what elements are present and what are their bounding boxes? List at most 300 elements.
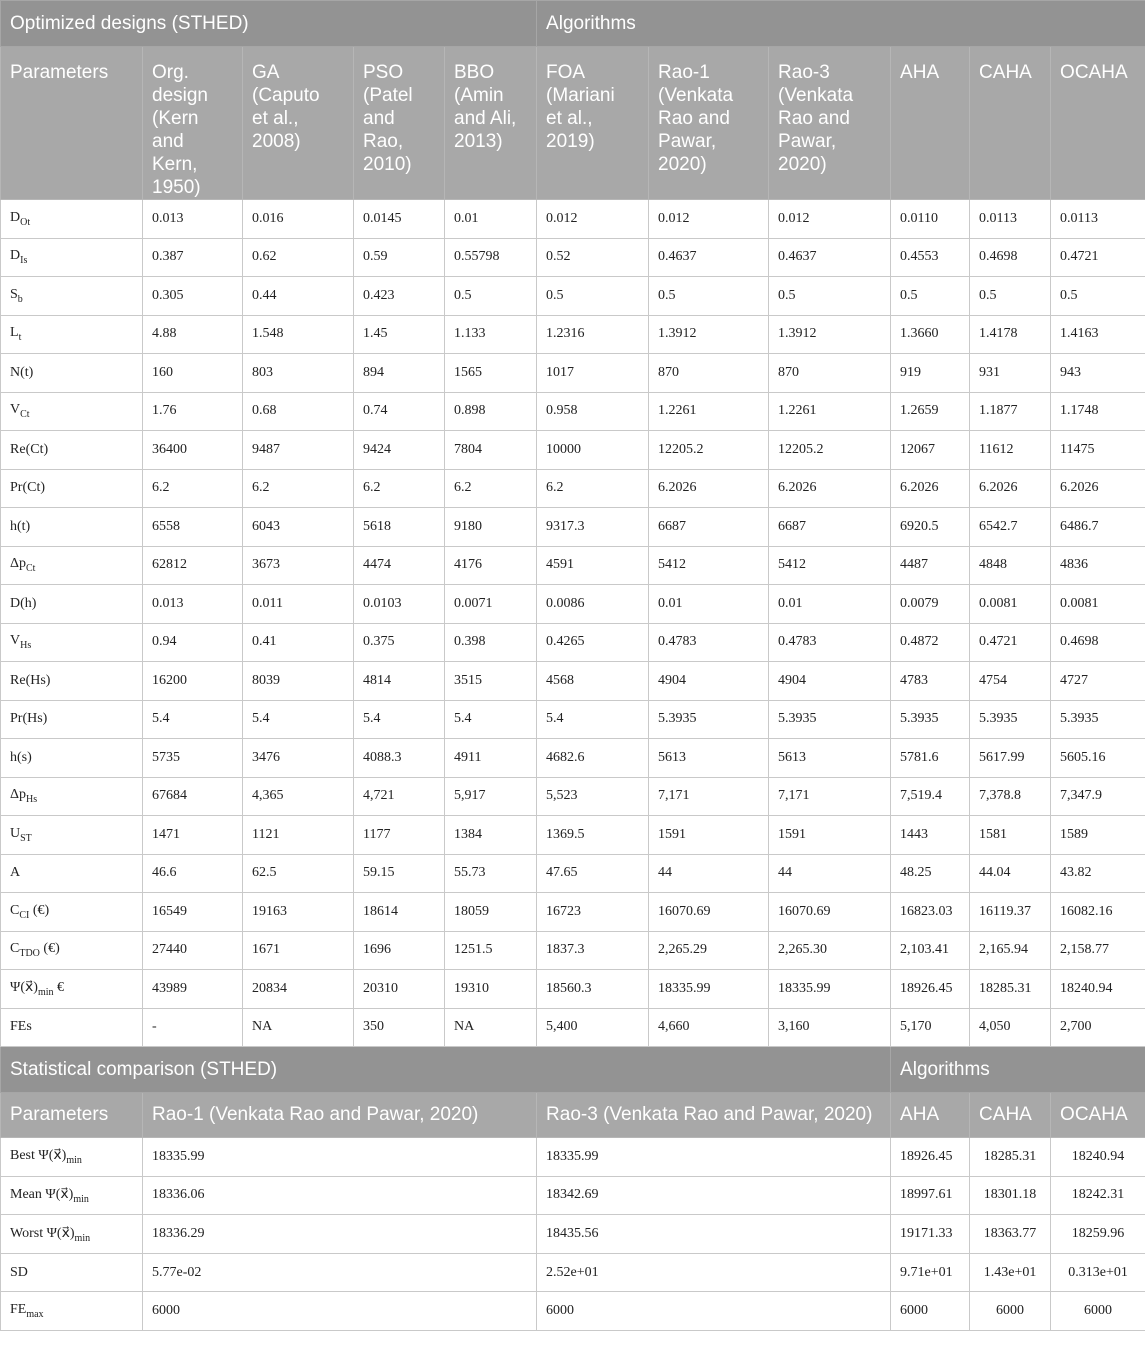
column-header-line: BBO — [454, 62, 495, 83]
table-cell: 0.4637 — [769, 238, 891, 277]
column-header-line: Org. — [152, 62, 189, 83]
table-cell: 1565 — [445, 354, 537, 393]
parameter-subscript: ST — [20, 832, 32, 844]
table-cell: 0.5 — [445, 277, 537, 316]
table-cell: 0.0071 — [445, 585, 537, 624]
table-cell: 1017 — [537, 354, 649, 393]
table-cell: - — [143, 1008, 243, 1047]
table-cell: 6043 — [243, 508, 354, 547]
table-cell: 4,365 — [243, 777, 354, 816]
stats-column-header: OCAHA — [1051, 1093, 1145, 1138]
parameter-label — [1, 508, 143, 547]
table-cell: 0.0079 — [891, 585, 970, 624]
table-cell: 0.4783 — [649, 623, 769, 662]
column-header-line: and — [363, 108, 395, 129]
parameter-label — [1, 816, 143, 855]
table-cell: 4176 — [445, 546, 537, 585]
table-cell: 0.52 — [537, 238, 649, 277]
column-header — [891, 47, 970, 200]
table-cell: 1.3912 — [649, 315, 769, 354]
table-cell: 0.01 — [649, 585, 769, 624]
table-cell: 6.2 — [354, 469, 445, 508]
stats-cell: 18301.18 — [970, 1176, 1051, 1215]
stats-right-title: Algorithms — [891, 1047, 1145, 1093]
column-header-line: AHA — [900, 62, 940, 83]
table-cell: 6542.7 — [970, 508, 1051, 547]
stats-row — [1, 1176, 1145, 1215]
stats-label — [1, 1292, 143, 1331]
table-cell: 0.012 — [649, 200, 769, 239]
stats-cell: 6000 — [891, 1292, 970, 1331]
column-header-line: (Venkata — [658, 85, 734, 106]
stats-cell: 9.71e+01 — [891, 1253, 970, 1292]
table-cell: 18335.99 — [649, 970, 769, 1009]
parameter-label — [1, 469, 143, 508]
parameter-symbol: h — [10, 749, 17, 765]
table-row — [1, 970, 1145, 1009]
table-cell: 5605.16 — [1051, 739, 1145, 778]
stats-left-title: Statistical comparison (STHED) — [1, 1047, 891, 1093]
stats-label — [1, 1215, 143, 1254]
table-cell: 59.15 — [354, 854, 445, 893]
table-cell: 1.1877 — [970, 392, 1051, 431]
table-cell: 1837.3 — [537, 931, 649, 970]
column-header-line: 2019) — [546, 131, 595, 152]
table-cell: 4904 — [649, 662, 769, 701]
parameter-symbol: Δp — [10, 787, 27, 803]
column-header-line: (Caputo — [252, 85, 320, 106]
table-cell: 0.0086 — [537, 585, 649, 624]
stats-label-symbol: Ψ(x⃗) — [38, 1148, 67, 1164]
table-cell: 0.4721 — [970, 623, 1051, 662]
table-cell: 943 — [1051, 354, 1145, 393]
table-cell: 0.5 — [649, 277, 769, 316]
column-header-line: (Amin — [454, 85, 504, 106]
table-cell: 36400 — [143, 431, 243, 470]
stats-cell: 18335.99 — [537, 1138, 891, 1177]
top-column-headers — [1, 47, 1145, 200]
table-row — [1, 469, 1145, 508]
parameter-suffix: (h) — [20, 595, 37, 611]
table-cell: 1177 — [354, 816, 445, 855]
table-cell: 16070.69 — [649, 893, 769, 932]
table-cell: 55.73 — [445, 854, 537, 893]
parameter-symbol: h — [10, 518, 17, 534]
table-cell: 1671 — [243, 931, 354, 970]
column-header-line: PSO — [363, 62, 404, 83]
table-cell: 18240.94 — [1051, 970, 1145, 1009]
table-row — [1, 739, 1145, 778]
table-cell: 0.4637 — [649, 238, 769, 277]
table-row — [1, 354, 1145, 393]
parameter-subscript: Hs — [26, 794, 38, 806]
column-header-line: et al., — [546, 108, 593, 129]
parameter-label — [1, 277, 143, 316]
stats-cell: 18926.45 — [891, 1138, 970, 1177]
parameter-symbol: Pr — [10, 711, 23, 727]
parameter-subscript: b — [17, 293, 23, 305]
table-cell: 2,265.30 — [769, 931, 891, 970]
stats-cell: 19171.33 — [891, 1215, 970, 1254]
table-cell: 0.5 — [970, 277, 1051, 316]
table-cell: 1581 — [970, 816, 1051, 855]
table-cell: 44.04 — [970, 854, 1051, 893]
table-cell: 1.3660 — [891, 315, 970, 354]
stats-cell: 2.52e+01 — [537, 1253, 891, 1292]
stats-cell: 18997.61 — [891, 1176, 970, 1215]
table-cell: 12067 — [891, 431, 970, 470]
table-cell: 0.016 — [243, 200, 354, 239]
table-cell: 6.2026 — [769, 469, 891, 508]
table-cell: 1696 — [354, 931, 445, 970]
table-cell: 0.5 — [769, 277, 891, 316]
table-cell: 1121 — [243, 816, 354, 855]
table-cell: 9317.3 — [537, 508, 649, 547]
column-header-line: Rao and — [658, 108, 730, 129]
parameter-symbol: C — [10, 902, 20, 918]
table-cell: 19163 — [243, 893, 354, 932]
stats-label-prefix: FE — [10, 1302, 27, 1318]
table-cell: 1.4163 — [1051, 315, 1145, 354]
parameter-symbol: Ψ(x⃗) — [10, 980, 38, 996]
parameter-suffix: (t) — [20, 364, 34, 380]
table-cell: 1251.5 — [445, 931, 537, 970]
table-cell: 0.013 — [143, 200, 243, 239]
table-cell: 0.55798 — [445, 238, 537, 277]
column-header-line: 2020) — [658, 154, 707, 175]
table-cell: 4904 — [769, 662, 891, 701]
stats-label-subscript: min — [66, 1155, 82, 1167]
table-cell: 5,917 — [445, 777, 537, 816]
table-cell: 5.3935 — [1051, 700, 1145, 739]
table-cell: 5,170 — [891, 1008, 970, 1047]
parameter-symbol: FEs — [10, 1019, 32, 1035]
table-cell: 1.3912 — [769, 315, 891, 354]
table-cell: 0.4721 — [1051, 238, 1145, 277]
table-cell: 2,165.94 — [970, 931, 1051, 970]
table-cell: 0.01 — [769, 585, 891, 624]
table-cell: 47.65 — [537, 854, 649, 893]
table-cell: 16823.03 — [891, 893, 970, 932]
table-cell: 160 — [143, 354, 243, 393]
parameter-label — [1, 1008, 143, 1047]
table-cell: 18926.45 — [891, 970, 970, 1009]
parameter-subscript: TDO — [19, 948, 40, 960]
table-cell: 4836 — [1051, 546, 1145, 585]
table-cell: 7804 — [445, 431, 537, 470]
stats-section-header — [1, 1047, 1145, 1093]
column-header — [445, 47, 537, 200]
parameter-label — [1, 970, 143, 1009]
top-right-title: Algorithms — [537, 1, 1145, 47]
column-header-line: 2020) — [778, 154, 827, 175]
stats-label-symbol: Ψ(x⃗) — [45, 1186, 74, 1202]
table-cell: 3,160 — [769, 1008, 891, 1047]
table-cell: 6.2026 — [1051, 469, 1145, 508]
column-header-line: and Ali, — [454, 108, 517, 129]
table-cell: 6.2 — [243, 469, 354, 508]
stats-label — [1, 1176, 143, 1215]
stats-cell: 18242.31 — [1051, 1176, 1145, 1215]
table-cell: 1591 — [769, 816, 891, 855]
table-cell: 5781.6 — [891, 739, 970, 778]
table-cell: 0.68 — [243, 392, 354, 431]
table-row — [1, 431, 1145, 470]
table-cell: 6.2 — [445, 469, 537, 508]
table-cell: 4682.6 — [537, 739, 649, 778]
table-cell: 5.4 — [143, 700, 243, 739]
stats-column-header: AHA — [891, 1093, 970, 1138]
table-cell: 0.5 — [891, 277, 970, 316]
table-cell: 0.41 — [243, 623, 354, 662]
stats-row — [1, 1215, 1145, 1254]
table-cell: 0.958 — [537, 392, 649, 431]
table-cell: 5.3935 — [970, 700, 1051, 739]
table-cell: 5735 — [143, 739, 243, 778]
column-header-line: et al., — [252, 108, 299, 129]
column-header — [354, 47, 445, 200]
parameter-symbol: V — [10, 633, 21, 649]
parameter-subscript: Ct — [20, 409, 30, 421]
table-cell: 894 — [354, 354, 445, 393]
table-cell: 4754 — [970, 662, 1051, 701]
stats-cell: 1.43e+01 — [970, 1253, 1051, 1292]
table-cell: 18059 — [445, 893, 537, 932]
stats-cell: 18336.06 — [143, 1176, 537, 1215]
stats-label-subscript: min — [74, 1232, 91, 1244]
table-cell: 4783 — [891, 662, 970, 701]
table-cell: 5613 — [769, 739, 891, 778]
column-header — [1051, 47, 1145, 200]
table-cell: 44 — [769, 854, 891, 893]
table-cell: 0.375 — [354, 623, 445, 662]
parameter-label — [1, 777, 143, 816]
table-cell: 5,400 — [537, 1008, 649, 1047]
table-cell: 0.4783 — [769, 623, 891, 662]
stats-row — [1, 1253, 1145, 1292]
table-cell: 0.62 — [243, 238, 354, 277]
column-header — [143, 47, 243, 200]
table-cell: 803 — [243, 354, 354, 393]
table-cell: 1384 — [445, 816, 537, 855]
table-cell: 4,660 — [649, 1008, 769, 1047]
parameter-suffix: € — [53, 980, 65, 996]
table-cell: 16200 — [143, 662, 243, 701]
parameter-subscript: Is — [20, 255, 28, 267]
table-cell: 3673 — [243, 546, 354, 585]
stats-cell: 18435.56 — [537, 1215, 891, 1254]
parameter-label — [1, 662, 143, 701]
column-header-line: OCAHA — [1060, 62, 1128, 83]
table-cell: 0.012 — [537, 200, 649, 239]
table-cell: 0.0103 — [354, 585, 445, 624]
table-cell: 46.6 — [143, 854, 243, 893]
stats-cell: 6000 — [143, 1292, 537, 1331]
table-cell: 27440 — [143, 931, 243, 970]
parameter-subscript: min — [37, 987, 54, 999]
stats-label-prefix: Best — [10, 1148, 39, 1164]
parameter-suffix: (Ct) — [25, 441, 49, 457]
parameter-suffix: (€) — [39, 941, 60, 957]
stats-cell: 5.77e-02 — [143, 1253, 537, 1292]
parameter-label — [1, 623, 143, 662]
table-cell: 6.2026 — [649, 469, 769, 508]
table-cell: 67684 — [143, 777, 243, 816]
parameter-label — [1, 700, 143, 739]
parameter-symbol: U — [10, 825, 21, 841]
table-row — [1, 315, 1145, 354]
parameter-subscript: Ct — [26, 563, 36, 575]
stats-cell: 18285.31 — [970, 1138, 1051, 1177]
column-header — [1, 47, 143, 200]
column-header-line: (Venkata — [778, 85, 854, 106]
parameter-symbol: V — [10, 402, 21, 418]
table-cell: 0.4265 — [537, 623, 649, 662]
table-row — [1, 777, 1145, 816]
table-cell: 43989 — [143, 970, 243, 1009]
table-cell: 20310 — [354, 970, 445, 1009]
table-cell: 931 — [970, 354, 1051, 393]
table-cell: 5.4 — [445, 700, 537, 739]
column-header-line: Rao and — [778, 108, 850, 129]
table-cell: 919 — [891, 354, 970, 393]
stats-cell: 18336.29 — [143, 1215, 537, 1254]
table-cell: 1.2316 — [537, 315, 649, 354]
table-cell: 4088.3 — [354, 739, 445, 778]
table-cell: 2,700 — [1051, 1008, 1145, 1047]
table-cell: 0.44 — [243, 277, 354, 316]
table-row — [1, 662, 1145, 701]
parameter-symbol: C — [10, 941, 20, 957]
column-header-line: GA — [252, 62, 280, 83]
stats-label-prefix: SD — [10, 1264, 28, 1280]
parameter-suffix: (Hs) — [25, 672, 51, 688]
column-header-line: Pawar, — [778, 131, 837, 152]
parameter-label — [1, 585, 143, 624]
table-cell: 6486.7 — [1051, 508, 1145, 547]
table-cell: 5617.99 — [970, 739, 1051, 778]
table-cell: 5613 — [649, 739, 769, 778]
table-cell: 62812 — [143, 546, 243, 585]
table-cell: 48.25 — [891, 854, 970, 893]
table-row — [1, 893, 1145, 932]
table-cell: 5412 — [769, 546, 891, 585]
table-cell: 7,519.4 — [891, 777, 970, 816]
column-header-line: (Kern — [152, 108, 199, 129]
column-header-line: (Mariani — [546, 85, 615, 106]
table-cell: 6.2026 — [891, 469, 970, 508]
parameter-symbol: D — [10, 209, 21, 225]
parameter-suffix: (t) — [17, 518, 31, 534]
parameter-symbol: Pr — [10, 480, 23, 496]
parameter-suffix: (Hs) — [22, 711, 48, 727]
table-cell: 1.133 — [445, 315, 537, 354]
table-cell: 870 — [769, 354, 891, 393]
table-cell: 2,265.29 — [649, 931, 769, 970]
stats-label-subscript: max — [26, 1309, 44, 1321]
table-cell: 1.45 — [354, 315, 445, 354]
table-cell: 6558 — [143, 508, 243, 547]
column-header-line: 1950) — [152, 177, 201, 198]
column-header-line: (Patel — [363, 85, 413, 106]
table-cell: 5.3935 — [649, 700, 769, 739]
table-cell: 19310 — [445, 970, 537, 1009]
parameter-symbol: A — [10, 865, 21, 881]
table-cell: 16119.37 — [970, 893, 1051, 932]
stats-cell: 6000 — [1051, 1292, 1145, 1331]
table-cell: 1.2261 — [769, 392, 891, 431]
parameter-label — [1, 893, 143, 932]
parameter-symbol: L — [10, 325, 19, 341]
parameter-suffix: (s) — [17, 749, 32, 765]
parameter-label — [1, 354, 143, 393]
table-cell: 16082.16 — [1051, 893, 1145, 932]
table-cell: 4727 — [1051, 662, 1145, 701]
table-row — [1, 585, 1145, 624]
parameter-symbol: Re — [10, 441, 26, 457]
stats-label — [1, 1253, 143, 1292]
table-cell: 0.423 — [354, 277, 445, 316]
table-row — [1, 277, 1145, 316]
parameter-symbol: Re — [10, 672, 26, 688]
table-cell: 0.0113 — [1051, 200, 1145, 239]
table-cell: 4814 — [354, 662, 445, 701]
table-row — [1, 816, 1145, 855]
table-cell: 7,171 — [769, 777, 891, 816]
table-cell: 12205.2 — [769, 431, 891, 470]
table-cell: 18335.99 — [769, 970, 891, 1009]
table-cell: 1589 — [1051, 816, 1145, 855]
column-header-line: 2008) — [252, 131, 301, 152]
table-row — [1, 508, 1145, 547]
parameter-label — [1, 392, 143, 431]
stats-cell: 18342.69 — [537, 1176, 891, 1215]
table-cell: 11612 — [970, 431, 1051, 470]
table-cell: 18285.31 — [970, 970, 1051, 1009]
table-cell: 0.94 — [143, 623, 243, 662]
table-cell: 4,721 — [354, 777, 445, 816]
table-cell: 1443 — [891, 816, 970, 855]
table-row — [1, 623, 1145, 662]
table-cell: 4848 — [970, 546, 1051, 585]
parameter-label — [1, 238, 143, 277]
table-cell: 5.4 — [354, 700, 445, 739]
column-header-line: FOA — [546, 62, 586, 83]
table-cell: 4591 — [537, 546, 649, 585]
table-cell: NA — [243, 1008, 354, 1047]
stats-cell: 6000 — [537, 1292, 891, 1331]
table-cell: 7,347.9 — [1051, 777, 1145, 816]
table-cell: 9424 — [354, 431, 445, 470]
table-cell: 16070.69 — [769, 893, 891, 932]
stats-column-header: Parameters — [1, 1093, 143, 1138]
parameter-label — [1, 931, 143, 970]
table-cell: 0.011 — [243, 585, 354, 624]
table-cell: 350 — [354, 1008, 445, 1047]
parameter-suffix: (€) — [29, 902, 50, 918]
table-cell: 0.898 — [445, 392, 537, 431]
top-section-header — [1, 1, 1145, 47]
parameter-symbol: D — [10, 595, 21, 611]
column-header — [537, 47, 649, 200]
table-cell: 12205.2 — [649, 431, 769, 470]
table-cell: 6.2 — [537, 469, 649, 508]
parameter-symbol: S — [10, 286, 18, 302]
table-row — [1, 700, 1145, 739]
stats-row — [1, 1138, 1145, 1177]
parameter-label — [1, 315, 143, 354]
table-cell: 0.59 — [354, 238, 445, 277]
